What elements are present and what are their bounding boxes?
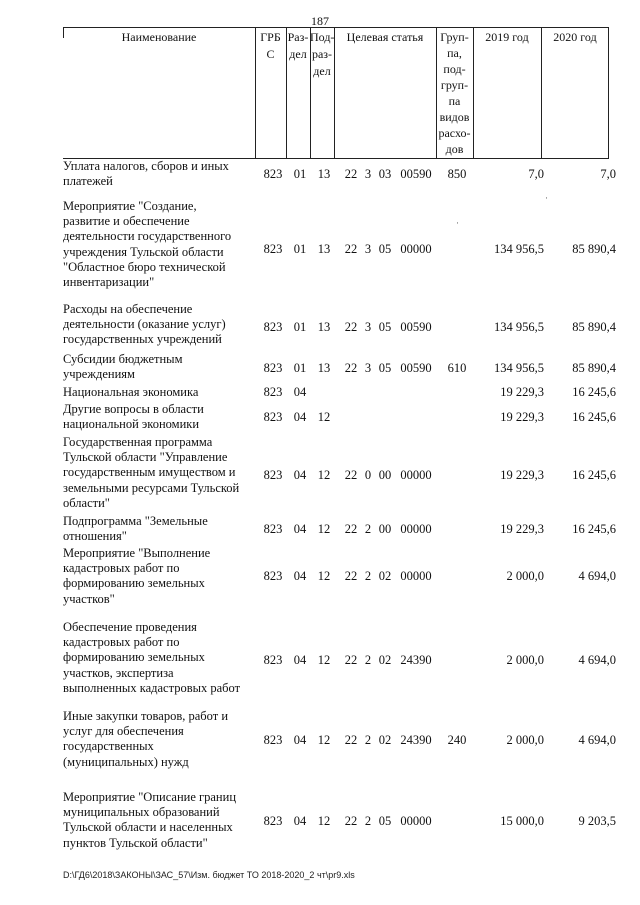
cell-t4: 00000 bbox=[400, 521, 432, 536]
cell-t3: 03 bbox=[378, 166, 392, 181]
cell-t4: 24390 bbox=[400, 653, 432, 668]
header-vid: Груп- па, под- груп- па видов расхо- дов bbox=[438, 30, 471, 156]
cell-t3: 02 bbox=[378, 653, 392, 668]
row-name: Национальная экономика bbox=[63, 385, 199, 399]
row-name: Уплата налогов, сборов и иных платежей bbox=[63, 159, 229, 189]
row-name: Расходы на обеспечение деятельности (оказание услуг) государственных учреждений bbox=[63, 302, 226, 347]
row-name: Государственная программа Тульской области "Управление государственным имуществом и земельными ресурсами Тульской области" bbox=[63, 435, 240, 510]
cell-grbs: 823 bbox=[263, 653, 283, 668]
cell-grbs: 823 bbox=[263, 241, 283, 256]
cell-razd: 01 bbox=[293, 361, 307, 376]
header-razdel: Раз- дел bbox=[287, 30, 309, 61]
cell-t3: 00 bbox=[378, 521, 392, 536]
header-podrazdel: Под- раз- дел bbox=[310, 30, 335, 78]
cell-razd: 04 bbox=[293, 733, 307, 748]
cell-grbs: 823 bbox=[263, 568, 283, 583]
cell-t1: 22 bbox=[344, 568, 358, 583]
cell-t3: 05 bbox=[378, 241, 392, 256]
cell-y2020: 16 245,6 bbox=[572, 385, 616, 399]
cell-y2020: 7,0 bbox=[600, 166, 616, 181]
cell-t4: 00000 bbox=[400, 241, 432, 256]
header-2020: 2020 год bbox=[553, 30, 597, 44]
cell-t1: 22 bbox=[344, 521, 358, 536]
cell-t1: 22 bbox=[344, 166, 358, 181]
cell-grbs: 823 bbox=[263, 814, 283, 829]
row-name: Другие вопросы в области национальной экономики bbox=[63, 402, 204, 432]
cell-y2020: 4 694,0 bbox=[578, 568, 616, 583]
cell-t2: 3 bbox=[364, 241, 372, 256]
cell-razd: 04 bbox=[293, 409, 307, 424]
cell-t1: 22 bbox=[344, 241, 358, 256]
page-number: 187 bbox=[311, 14, 329, 28]
cell-t1: 22 bbox=[344, 320, 358, 335]
cell-grbs: 823 bbox=[263, 166, 283, 181]
cell-t3: 05 bbox=[378, 320, 392, 335]
cell-vid: 850 bbox=[447, 166, 467, 181]
cell-t2: 3 bbox=[364, 361, 372, 376]
cell-vid: 240 bbox=[447, 733, 467, 748]
cell-y2020: 16 245,6 bbox=[572, 521, 616, 536]
cell-y2020: 9 203,5 bbox=[578, 814, 616, 829]
cell-y2019: 19 229,3 bbox=[500, 468, 544, 483]
cell-t1: 22 bbox=[344, 468, 358, 483]
cell-y2019: 2 000,0 bbox=[506, 733, 544, 748]
cell-t1: 22 bbox=[344, 733, 358, 748]
row-name: Мероприятие "Выполнение кадастровых работ по формированию земельных участков" bbox=[63, 546, 211, 606]
cell-t2: 2 bbox=[364, 814, 372, 829]
cell-vid: 610 bbox=[447, 361, 467, 376]
cell-y2020: 16 245,6 bbox=[572, 468, 616, 483]
cell-t4: 00000 bbox=[400, 814, 432, 829]
cell-t2: 2 bbox=[364, 733, 372, 748]
cell-grbs: 823 bbox=[263, 320, 283, 335]
cell-t2: 3 bbox=[364, 320, 372, 335]
cell-razd: 04 bbox=[293, 814, 307, 829]
cell-razd: 01 bbox=[293, 166, 307, 181]
cell-t3: 02 bbox=[378, 733, 392, 748]
cell-t2: 2 bbox=[364, 568, 372, 583]
cell-razd: 04 bbox=[293, 653, 307, 668]
cell-y2019: 19 229,3 bbox=[500, 385, 544, 399]
cell-y2019: 19 229,3 bbox=[500, 409, 544, 424]
cell-podr: 12 bbox=[317, 814, 331, 829]
cell-razd: 04 bbox=[293, 521, 307, 536]
cell-podr: 12 bbox=[317, 653, 331, 668]
cell-y2019: 134 956,5 bbox=[494, 320, 544, 335]
cell-podr: 13 bbox=[317, 241, 331, 256]
cell-t3: 00 bbox=[378, 468, 392, 483]
cell-podr: 13 bbox=[317, 166, 331, 181]
cell-t2: 3 bbox=[364, 166, 372, 181]
cell-y2019: 2 000,0 bbox=[506, 568, 544, 583]
cell-grbs: 823 bbox=[263, 521, 283, 536]
cell-y2020: 85 890,4 bbox=[572, 361, 616, 376]
cell-y2019: 7,0 bbox=[528, 166, 544, 181]
cell-t2: 2 bbox=[364, 653, 372, 668]
header-grbs: ГРБ С bbox=[260, 30, 281, 61]
cell-t2: 0 bbox=[364, 468, 372, 483]
cell-y2019: 134 956,5 bbox=[494, 361, 544, 376]
cell-grbs: 823 bbox=[263, 468, 283, 483]
cell-t1: 22 bbox=[344, 361, 358, 376]
cell-t4: 00000 bbox=[400, 468, 432, 483]
cell-t3: 05 bbox=[378, 814, 392, 829]
cell-t2: 2 bbox=[364, 521, 372, 536]
header-target: Целевая статья bbox=[346, 30, 424, 44]
cell-t4: 24390 bbox=[400, 733, 432, 748]
cell-y2019: 15 000,0 bbox=[500, 814, 544, 829]
row-name: Обеспечение проведения кадастровых работ по формированию земельных участков, экспертиза выполненных кадастровых работ bbox=[63, 620, 241, 695]
table-header bbox=[63, 27, 609, 159]
header-name: Наименование bbox=[121, 30, 197, 44]
cell-y2020: 85 890,4 bbox=[572, 241, 616, 256]
cell-razd: 04 bbox=[293, 385, 307, 399]
row-name: Субсидии бюджетным учреждениям bbox=[63, 352, 183, 382]
cell-podr: 13 bbox=[317, 361, 331, 376]
cell-podr: 12 bbox=[317, 568, 331, 583]
cell-razd: 04 bbox=[293, 568, 307, 583]
cell-y2020: 4 694,0 bbox=[578, 653, 616, 668]
cell-t3: 02 bbox=[378, 568, 392, 583]
header-2019: 2019 год bbox=[485, 30, 529, 44]
cell-grbs: 823 bbox=[263, 361, 283, 376]
cell-podr: 12 bbox=[317, 468, 331, 483]
scan-speck: · bbox=[545, 193, 548, 203]
cell-podr: 12 bbox=[317, 409, 331, 424]
cell-podr: 13 bbox=[317, 320, 331, 335]
row-name: Мероприятие "Создание, развитие и обеспечение деятельности государственного учреждения Тульской области "Областное бюро технической инвентаризации" bbox=[63, 199, 232, 290]
cell-y2019: 134 956,5 bbox=[494, 241, 544, 256]
cell-t1: 22 bbox=[344, 653, 358, 668]
cell-podr: 12 bbox=[317, 521, 331, 536]
cell-y2019: 2 000,0 bbox=[506, 653, 544, 668]
cell-y2020: 85 890,4 bbox=[572, 320, 616, 335]
cell-razd: 01 bbox=[293, 241, 307, 256]
cell-t4: 00000 bbox=[400, 568, 432, 583]
row-name: Подпрограмма "Земельные отношения" bbox=[63, 514, 208, 544]
cell-razd: 01 bbox=[293, 320, 307, 335]
cell-t3: 05 bbox=[378, 361, 392, 376]
cell-y2019: 19 229,3 bbox=[500, 521, 544, 536]
cell-t4: 00590 bbox=[400, 320, 432, 335]
row-name: Мероприятие "Описание границ муниципальных образований Тульской области и населенных пунктов Тульской области" bbox=[63, 790, 237, 850]
cell-grbs: 823 bbox=[263, 385, 283, 399]
cell-t4: 00590 bbox=[400, 361, 432, 376]
cell-podr: 12 bbox=[317, 733, 331, 748]
cell-y2020: 16 245,6 bbox=[572, 409, 616, 424]
row-name: Иные закупки товаров, работ и услуг для обеспечения государственных (муниципальных) нужд bbox=[63, 709, 229, 769]
cell-t1: 22 bbox=[344, 814, 358, 829]
scan-speck: · bbox=[456, 218, 459, 228]
cell-y2020: 4 694,0 bbox=[578, 733, 616, 748]
file-path-footer: D:\ГД6\2018\ЗАКОНЫ\ЗАС_57\Изм. бюджет ТО 2018-2020_2 чт\pr9.xls bbox=[63, 870, 355, 880]
cell-razd: 04 bbox=[293, 468, 307, 483]
cell-t4: 00590 bbox=[400, 166, 432, 181]
cell-grbs: 823 bbox=[263, 409, 283, 424]
cell-grbs: 823 bbox=[263, 733, 283, 748]
